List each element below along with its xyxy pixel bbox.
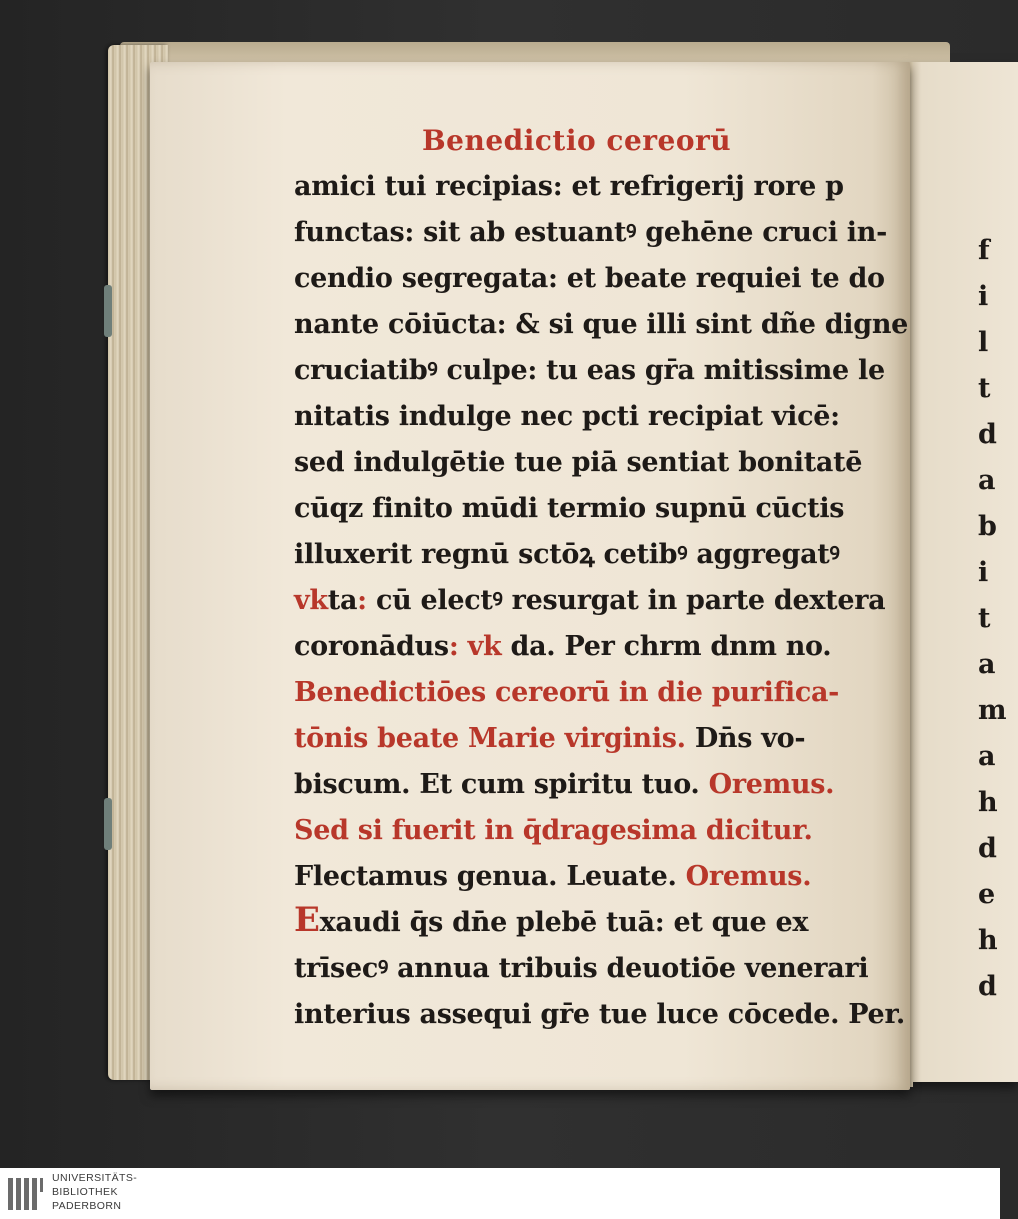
page-title: Benedictio cereorū xyxy=(422,124,732,157)
right-page-fragment: h xyxy=(978,925,998,956)
text-segment: cūqz finito mūdi termio supnū cūctis xyxy=(294,493,845,524)
right-page-fragment: m xyxy=(978,695,1007,726)
text-line xyxy=(294,854,834,900)
right-page-fragment: b xyxy=(978,511,997,542)
text-line xyxy=(294,302,909,348)
text-segment: Dn̄s vo- xyxy=(694,723,806,754)
library-name-line3: PADERBORN xyxy=(52,1200,122,1212)
text-line xyxy=(294,394,840,440)
right-page-text-fragments xyxy=(978,228,1007,1010)
text-segment: xaudi q̄s dn̄e plebē tuā: et que ex xyxy=(319,907,809,938)
text-segment: cū electꝰ resurgat in parte dextera xyxy=(375,585,886,616)
text-segment: nitatis indulge nec pcti recipiat vicē: xyxy=(294,401,840,432)
text-segment: sed indulgētie tue piā sentiat bonitatē xyxy=(294,447,863,478)
text-segment: biscum. Et cum spiritu tuo. xyxy=(294,769,709,800)
rubric-text: : xyxy=(357,585,376,616)
text-line xyxy=(294,808,834,854)
text-line xyxy=(294,348,885,394)
text-line xyxy=(294,532,840,578)
right-page-fragment: h xyxy=(978,787,998,818)
text-segment: da. Per chrm dnm no. xyxy=(510,631,832,662)
right-page-fragment: f xyxy=(978,235,990,266)
right-page-fragment: t xyxy=(978,603,991,634)
right-page-fragment: i xyxy=(978,557,989,588)
rubric-text: Oremus. xyxy=(708,769,835,800)
library-name-line2: BIBLIOTHEK xyxy=(52,1186,118,1198)
text-line xyxy=(294,946,869,992)
clasp-icon xyxy=(104,798,112,850)
library-logo-icon xyxy=(6,1174,46,1214)
rubric-initial: E xyxy=(294,900,320,940)
rubric-text: Oremus. xyxy=(685,861,812,892)
right-page-fragment: d xyxy=(978,833,997,864)
text-line xyxy=(294,992,905,1038)
text-segment: cruciatibꝰ culpe: tu eas gr̄a mitissime le xyxy=(294,355,885,386)
right-page-fragment: t xyxy=(978,373,991,404)
right-page-fragment: d xyxy=(978,971,997,1002)
rubric-text: tōnis beate Marie virginis. xyxy=(294,723,695,754)
rubric-text: : vk xyxy=(448,631,511,662)
text-block xyxy=(294,164,909,1038)
right-page xyxy=(908,62,1018,1082)
clasp-icon xyxy=(104,285,112,337)
text-segment: functas: sit ab estuantꝰ gehēne cruci in- xyxy=(294,217,888,248)
rubric-text: vk xyxy=(294,585,328,616)
text-segment: cendio segregata: et beate requiei te do xyxy=(294,263,885,294)
text-segment: nante cōiūcta: & si que illi sint dñe digne xyxy=(294,309,909,340)
right-page-fragment: d xyxy=(978,419,997,450)
right-page-fragment: e xyxy=(978,879,996,910)
text-segment: trīsecꝰ annua tribuis deuotiōe venerari xyxy=(294,953,869,984)
footer-bar xyxy=(0,1168,1000,1219)
text-segment: amici tui recipias: et refrigerij rore p xyxy=(294,171,844,202)
right-page-fragment: a xyxy=(978,465,996,496)
text-segment: ta xyxy=(327,585,358,616)
rubric-text: Sed si fuerit in q̄dragesima dicitur. xyxy=(294,815,813,846)
text-line xyxy=(294,164,844,210)
text-line xyxy=(294,440,863,486)
right-page-fragment: a xyxy=(978,741,996,772)
text-line xyxy=(294,900,834,946)
text-segment: illuxerit regnū sctōꝝ cetibꝰ aggregatꝰ xyxy=(294,539,840,570)
right-page-fragment: a xyxy=(978,649,996,680)
text-line xyxy=(294,256,885,302)
rubric-text: Benedictiōes cereorū in die purifica- xyxy=(294,677,840,708)
text-line xyxy=(294,210,888,256)
right-page-fragment: l xyxy=(978,327,989,358)
text-line xyxy=(294,716,834,762)
text-segment: Flectamus genua. Leuate. xyxy=(294,861,686,892)
library-name xyxy=(52,1171,137,1213)
text-line xyxy=(294,762,834,808)
text-segment: coronādus xyxy=(294,631,449,662)
text-line xyxy=(294,624,834,670)
library-name-line1: UNIVERSITÄTS- xyxy=(52,1172,138,1184)
text-line xyxy=(294,670,840,716)
text-line xyxy=(294,486,845,532)
text-line xyxy=(294,578,886,624)
right-page-fragment: i xyxy=(978,281,989,312)
text-segment: interius assequi gr̄e tue luce cōcede. Per. xyxy=(294,999,905,1030)
